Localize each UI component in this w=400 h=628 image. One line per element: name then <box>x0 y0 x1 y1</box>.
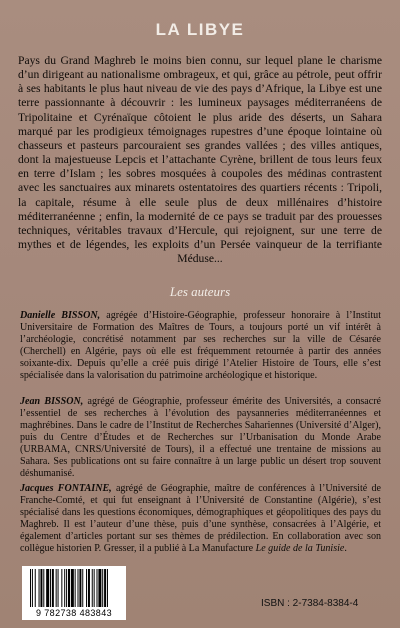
book-title: LA LIBYE <box>155 20 245 40</box>
author-bio <box>20 396 381 480</box>
author-bio-text: agrégé de Géographie, professeur émérite des Universités, a consacré l’essentiel de ses recherches à l’évolution des paysanneries méditerranéennes et maghrébines. Dans le cadre de l’Institut de Recherches Sahariennes (Université d’Alger), puis du Centre d’Études et de Recherches sur l’Urbanisation du Monde Arabe (URBAMA, CNRS/Université de Tours), il a effectué une trentaine de missions au Sahara. Ses publications ont su faire connaître à un large public un désert trop souvent déshumanisé. <box>20 396 381 479</box>
book-reference: Le guide de la Tunisie <box>255 542 345 554</box>
author-bio-text: agrégé de Géographie, maître de conférences à l’Université de Franche-Comté, et qui fut enseignant à l’Université de Constantine (Algérie), s’est spécialisé dans les questions économiques, démographiques et géopolitiques des pays du Maghreb. Il est l’auteur d’une thèse, puis d’une synthèse, consacrées à l’Algérie, et également d’articles portant sur ses thèmes de prédilection. En collaboration avec son collègue historien P. Gresser, il a publié à La Manufacture <box>20 483 382 554</box>
barcode-bars <box>30 569 118 607</box>
book-description: Pays du Grand Maghreb le moins bien connu, sur lequel plane le charisme d’un dirigeant au nationalisme ombrageux, et qui, grâce au pétrole, peut offrir à ses habitants le plus haut niveau de vie des pays d’Afrique, la Libye est une terre passionnante à découvrir : les lumineux paysages méditerranéens de Tripolitaine et Cyrénaïque côtoient le plus aride des déserts, un Sahara marqué par les prodigieux témoignages rupestres d’une époque lointaine où chasseurs et pasteurs parcouraient ses grandes vallées ; des villes antiques, dont la majestueuse Lepcis et l’attachante Cyrène, brillent de tous leurs feux en terre d’Islam ; les sobres mosquées à coupoles des médinas contrastent avec les sanctuaires aux minarets ostentatoires des quartiers récents : Tripoli, la capitale, résume à elle seule plus de deux millénaires d’histoire méditerranéenne ; enfin, la modernité de ce pays se traduit par des prouesses techniques, véritables travaux d’Hercule, qui rejoignent, sur une terre de mythes et de légendes, les exploits d’un Persée vainqueur de la terrifiante Méduse... <box>18 54 382 266</box>
author-bio-end: . <box>344 542 347 554</box>
author-bio <box>20 483 381 555</box>
isbn-number: ISBN : 2-7384-8384-4 <box>261 598 359 609</box>
author-bio-text: agrégée d’Histoire-Géographie, professeur honoraire à l’Institut Universitaire de Formation des Maîtres de Tours, a toujours porté un vif intérêt à l’archéologie, concrétisé notamment par ses recherches sur la ville de Césarée (Cherchell) en Algérie, pays où elle est fréquemment retournée à partir des années soixante-dix. Depuis qu’elle a créé puis dirigé l’Atelier Histoire de Tours, elle s’est spécialisée dans la valorisation du patrimoine archéologique et historique. <box>20 310 381 381</box>
author-name: Jean BISSON, <box>20 396 84 407</box>
author-bio <box>20 310 381 382</box>
author-name: Danielle BISSON, <box>20 310 101 321</box>
authors-heading: Les auteurs <box>169 284 231 299</box>
barcode <box>22 566 126 620</box>
barcode-digits: 9 782738 483843 <box>35 608 113 618</box>
author-name: Jacques FONTAINE, <box>20 483 112 494</box>
